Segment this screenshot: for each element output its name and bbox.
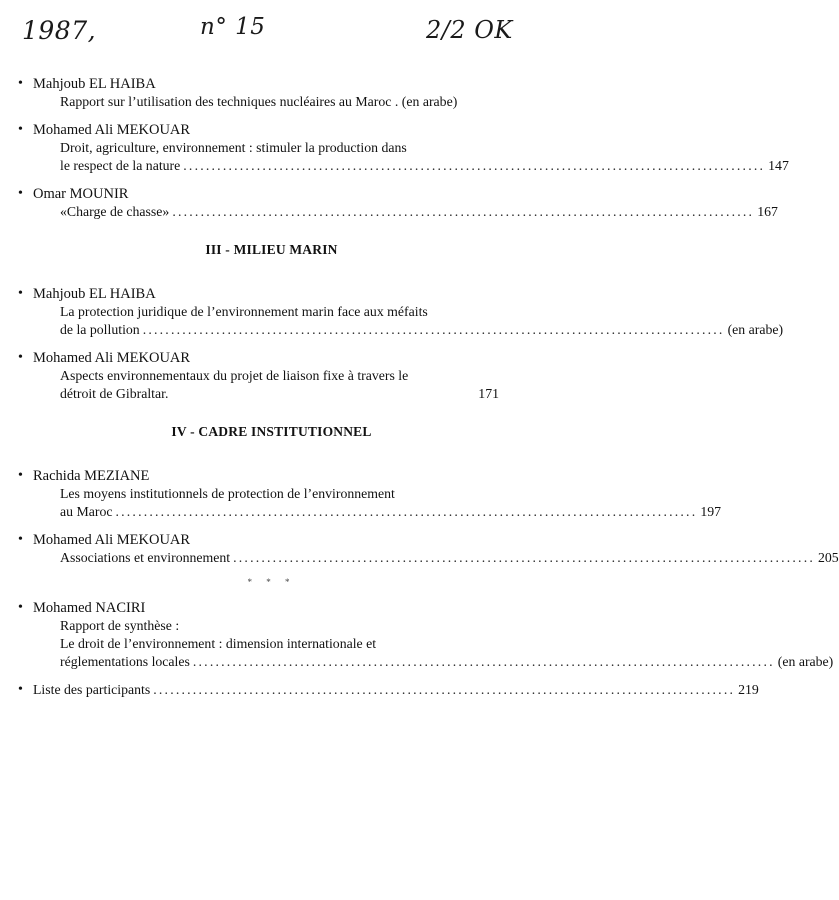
- entry-author: Mohamed Ali MEKOUAR: [33, 122, 191, 138]
- entry-page: 205: [818, 550, 839, 565]
- entry-page: 197: [700, 504, 722, 519]
- toc-entry: [0, 75, 543, 111]
- section-heading-cadre-institutionnel: IV - CADRE INSTITUTIONNEL: [171, 424, 372, 439]
- entry-author: Mohamed NACIRI: [33, 600, 146, 616]
- entry-leader-line: [0, 157, 789, 175]
- toc-entry: [0, 121, 789, 175]
- entry-author: Mohamed Ali MEKOUAR: [33, 532, 191, 548]
- entry-title-line: Les moyens institutionnels de protection de l’environnement: [60, 486, 395, 501]
- table-of-contents: [0, 75, 839, 709]
- dot-leader: .......................................................................................................: [153, 682, 736, 697]
- entry-title-line: La protection juridique de l’environnement marin face aux méfaits: [60, 304, 428, 319]
- entry-title-end: Liste des participants: [33, 682, 151, 697]
- entry-author: Omar MOUNIR: [33, 186, 129, 202]
- entry-page: (en arabe): [777, 654, 834, 669]
- entry-leader-line: [0, 385, 543, 403]
- handwritten-page-mark: 2/2 OK: [426, 16, 513, 44]
- entry-leader-line: [0, 681, 759, 699]
- entry-title-line: Aspects environnementaux du projet de liaison fixe à travers le: [60, 368, 409, 383]
- toc-entry: [0, 599, 834, 671]
- toc-group-environment: [0, 75, 789, 221]
- entry-author: Mahjoub EL HAIBA: [33, 76, 156, 92]
- bullet-icon: •: [18, 122, 23, 137]
- entry-author: Rachida MEZIANE: [33, 468, 150, 484]
- dot-leader: .......................................................................................................: [233, 550, 815, 565]
- section-heading-milieu-marin: III - MILIEU MARIN: [205, 242, 338, 257]
- entry-leader-line: [0, 203, 778, 221]
- entry-page: 167: [757, 204, 778, 219]
- toc-entry: [0, 531, 839, 567]
- handwritten-year: 1987,: [22, 16, 97, 45]
- entry-title-end: réglementations locales: [60, 654, 190, 669]
- entry-page: 171: [478, 386, 499, 401]
- toc-entry-participants: [0, 681, 759, 699]
- entry-leader-line: [0, 503, 722, 521]
- entry-page: (en arabe): [727, 322, 784, 337]
- toc-entry: [0, 285, 784, 339]
- dot-leader: .......................................................................................................: [172, 204, 755, 219]
- bullet-icon: •: [18, 468, 23, 483]
- toc-entry: [0, 185, 778, 221]
- entry-author: Mohamed Ali MEKOUAR: [33, 350, 191, 366]
- handwritten-issue-number: n° 15: [200, 14, 266, 40]
- dot-leader: .......................................................................................................: [183, 158, 766, 173]
- toc-entry: [0, 349, 543, 403]
- entry-title-line: Le droit de l’environnement : dimension internationale et: [60, 636, 377, 651]
- entry-title-end: de la pollution: [60, 322, 140, 337]
- toc-entry: [0, 467, 722, 521]
- bullet-icon: •: [18, 286, 23, 301]
- bullet-icon: •: [18, 186, 23, 201]
- bullet-icon: •: [18, 682, 23, 697]
- bullet-icon: •: [18, 76, 23, 91]
- bullet-icon: •: [18, 532, 23, 547]
- dot-leader: .......................................................................................................: [192, 654, 775, 669]
- entry-title-line: Rapport sur l’utilisation des techniques nucléaires au Maroc . (en arabe): [60, 94, 458, 109]
- section-separator-stars: * * *: [247, 577, 296, 587]
- entry-title-end: Associations et environnement: [60, 550, 231, 565]
- entry-page: 147: [768, 158, 789, 173]
- entry-title-end: «Charge de chasse»: [60, 204, 170, 219]
- entry-leader-line: [0, 653, 834, 671]
- entry-leader-line: [0, 321, 784, 339]
- entry-leader-line: [0, 549, 839, 567]
- entry-page: 219: [738, 682, 759, 697]
- entry-title-line: Rapport de synthèse :: [60, 618, 180, 633]
- toc-group-cadre-institutionnel: [0, 467, 839, 567]
- dot-leader: .......................................................................................................: [115, 504, 698, 519]
- toc-group-synthese: [0, 599, 834, 699]
- entry-title-line: Droit, agriculture, environnement : stimuler la production dans: [60, 140, 407, 155]
- dot-leader: .......................................................................................................: [142, 322, 725, 337]
- bullet-icon: •: [18, 350, 23, 365]
- entry-author: Mahjoub EL HAIBA: [33, 286, 156, 302]
- bullet-icon: •: [18, 600, 23, 615]
- entry-title-end: au Maroc: [60, 504, 113, 519]
- toc-group-milieu-marin: [0, 285, 784, 403]
- entry-title-end: détroit de Gibraltar.: [60, 386, 169, 401]
- entry-title-end: le respect de la nature: [60, 158, 181, 173]
